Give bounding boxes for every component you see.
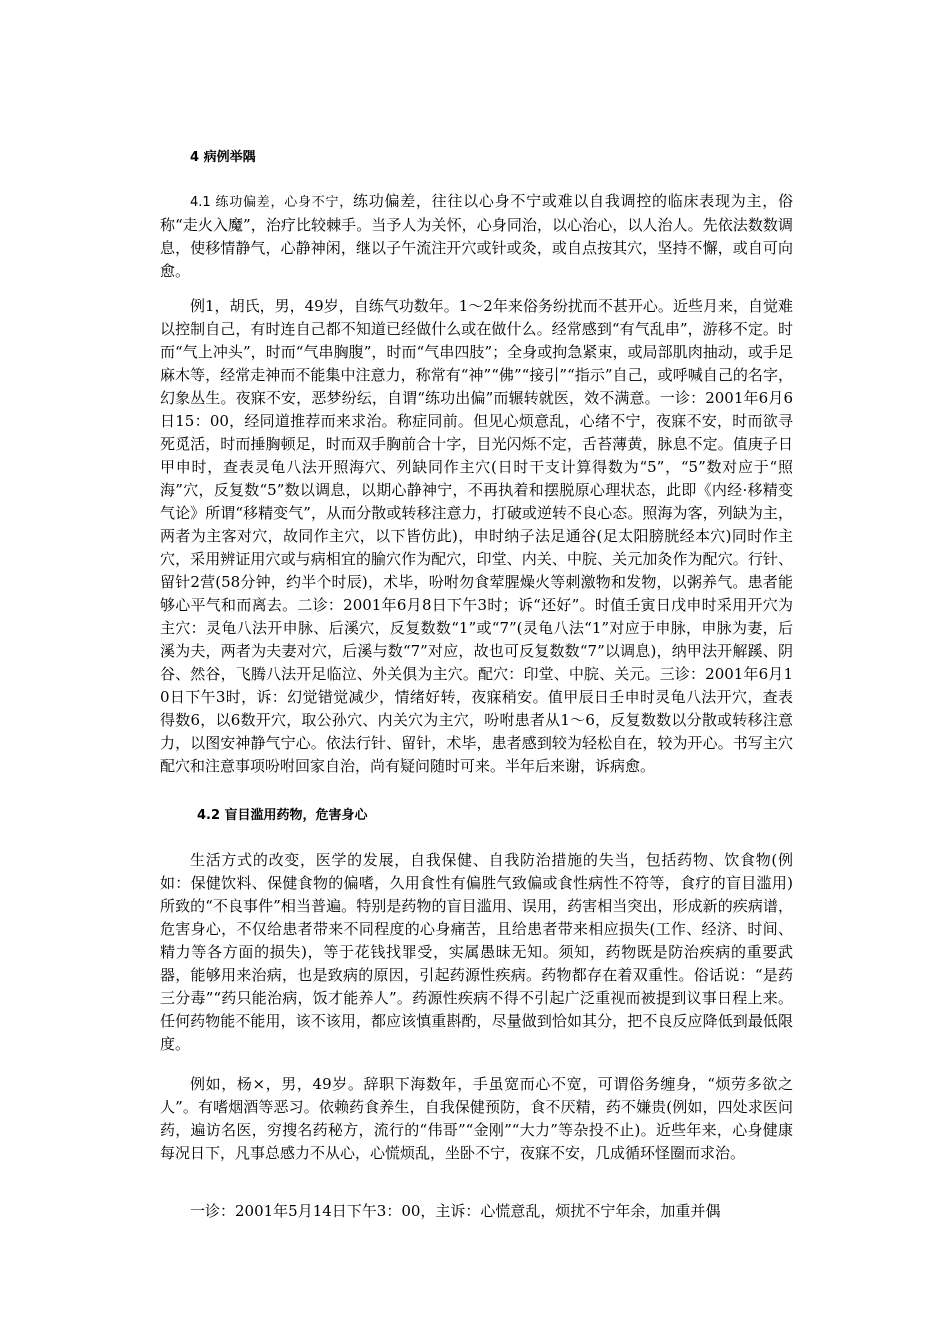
paragraph-4-1-body: 练功偏差，往往以心身不宁或难以自我调控的临床表现为主，俗称“走火入魔”，治疗比较棘手。当予人为关怀，心身同治，以心治心，以人治人。先依法数数调息，使移情静气，心静神闲，继以子午流注开穴或针或灸，或自点按其穴，坚持不懈，或自可向愈。 [160, 192, 793, 280]
lifestyle-paragraph: 生活方式的改变，医学的发展，自我保健、自我防治措施的失当，包括药物、饮食物(例如：保健饮料、保健食物的偏嗜，久用食性有偏胜气致偏或食性病性不符等，食疗的盲目滥用)所致的“不良事件”相当普遍。特别是药物的盲目滥用、误用，药害相当突出，形成新的疾病谱，危害身心，不仅给患者带来不同程度的心身痛苦，且给患者带来相应损失(工作、经济、时间、精力等各方面的损失)，等于花钱找罪受，实属愚昧无知。须知，药物既是防治疾病的重要武器，能够用来治病，也是致病的原因，引起药源性疾病。药物都存在着双重性。俗话说：“是药三分毒”“药只能治病，饭才能养人”。药源性疾病不得不引起广泛重视而被提到议事日程上来。任何药物能不能用，该不该用，都应该慎重斟酌，尽量做到恰如其分，把不良反应降低到最低限度。 [160, 851, 793, 1053]
case-2-paragraph: 例如，杨×，男，49岁。辞职下海数年，手虽宽而心不宽，可谓俗务缠身，“烦劳多欲之人”。有嗜烟酒等恶习。依赖药食养生，自我保健预防，食不厌精，药不嫌贵(例如，四处求医问药，遍访名医，穷搜名药秘方，流行的“伟哥”“金刚”“大力”等杂投不止)。近些年来，心身健康每况日下，凡事总感力不从心，心慌烦乱，坐卧不宁，夜寐不安，几成循环怪圈而求治。 [160, 1075, 793, 1162]
case-1-paragraph: 例1，胡氏，男，49岁，自练气功数年。1～2年来俗务纷扰而不甚开心。近些月来，自觉难以控制自己，有时连自己都不知道已经做什么或在做什么。经常感到“有气乱串”，游移不定。时而“气上冲头”，时而“气串胸腹”，时而“气串四肢”；全身或拘急紧束，或局部肌肉抽动，或手足麻木等，经常走神而不能集中注意力，称常有“神”“佛”“接引”“指示”自己，或呼喊自己的名字，幻象丛生。夜寐不安，恶梦纷纭，自谓“练功出偏”而辗转就医，效不满意。一诊：2001年6月6日15：00，经同道推荐而来求治。称症同前。但见心烦意乱，心绪不宁，夜寐不安，时而欲寻死觅活，时而捶胸顿足，时而双手胸前合十字，目光闪烁不定，舌苔薄黄，脉息不定。值庚子日甲申时，查表灵龟八法开照海穴、列缺同作主穴(日时干支计算得数为“5”，“5”数对应于“照海”穴，反复数“5”数以调息，以期心静神宁，不再执着和摆脱原心理状态，此即《内经·移精变气论》所谓“移精变气”，从而分散或转移注意力，打破或逆转不良心态。照海为客，列缺为主，两者为主客对穴，故同作主穴，以下皆仿此)，申时纳子法足通谷(足太阳膀胱经本穴)同时作主穴，采用辨证用穴或与病相宜的腧穴作为配穴，印堂、内关、中脘、关元加灸作为配穴。行针、留针2营(58分钟，约半个时辰)，术毕，吩咐勿食荤腥燥火等刺激物和发物，以粥养气。患者能够心平气和而离去。二诊：2001年6月8日下午3时；诉“还好”。时值壬寅日戊申时采用开穴为主穴：灵龟八法开申脉、后溪穴，反复数数“1”或“7”(灵龟八法“1”对应于申脉，申脉为妻，后溪为夫，两者为夫妻对穴，后溪与数“7”对应，故也可反复数数“7”以调息)，纳甲法开解蹊、阴谷、然谷，飞腾八法开足临泣、外关俱为主穴。配穴：印堂、中脘、关元。三诊：2001年6月10日下午3时，诉：幻觉错觉减少，情绪好转，夜寐稍安。值甲辰日壬申时灵龟八法开穴，查表得数6，以6数开穴，取公孙穴、内关穴为主穴，吩咐患者从1～6，反复数数以分散或转移注意力，以图安神静气宁心。依法行针、留针，术毕，患者感到较为轻松自在，较为开心。书写主穴配穴和注意事项吩咐回家自治，尚有疑问随时可来。半年后来谢，诉病愈。 [160, 297, 793, 775]
section-heading-4: 4 病例举隅 [190, 150, 256, 165]
case-2-first-visit-paragraph: 一诊：2001年5月14日下午3：00，主诉：心慌意乱，烦扰不宁年余，加重并偶 [190, 1202, 721, 1220]
section-heading-4-2: 4.2 盲目滥用药物，危害身心 [197, 808, 368, 823]
paragraph-4-1 [160, 190, 793, 283]
subsection-lead-4-1: 4.1 练功偏差，心身不宁， [190, 195, 353, 210]
